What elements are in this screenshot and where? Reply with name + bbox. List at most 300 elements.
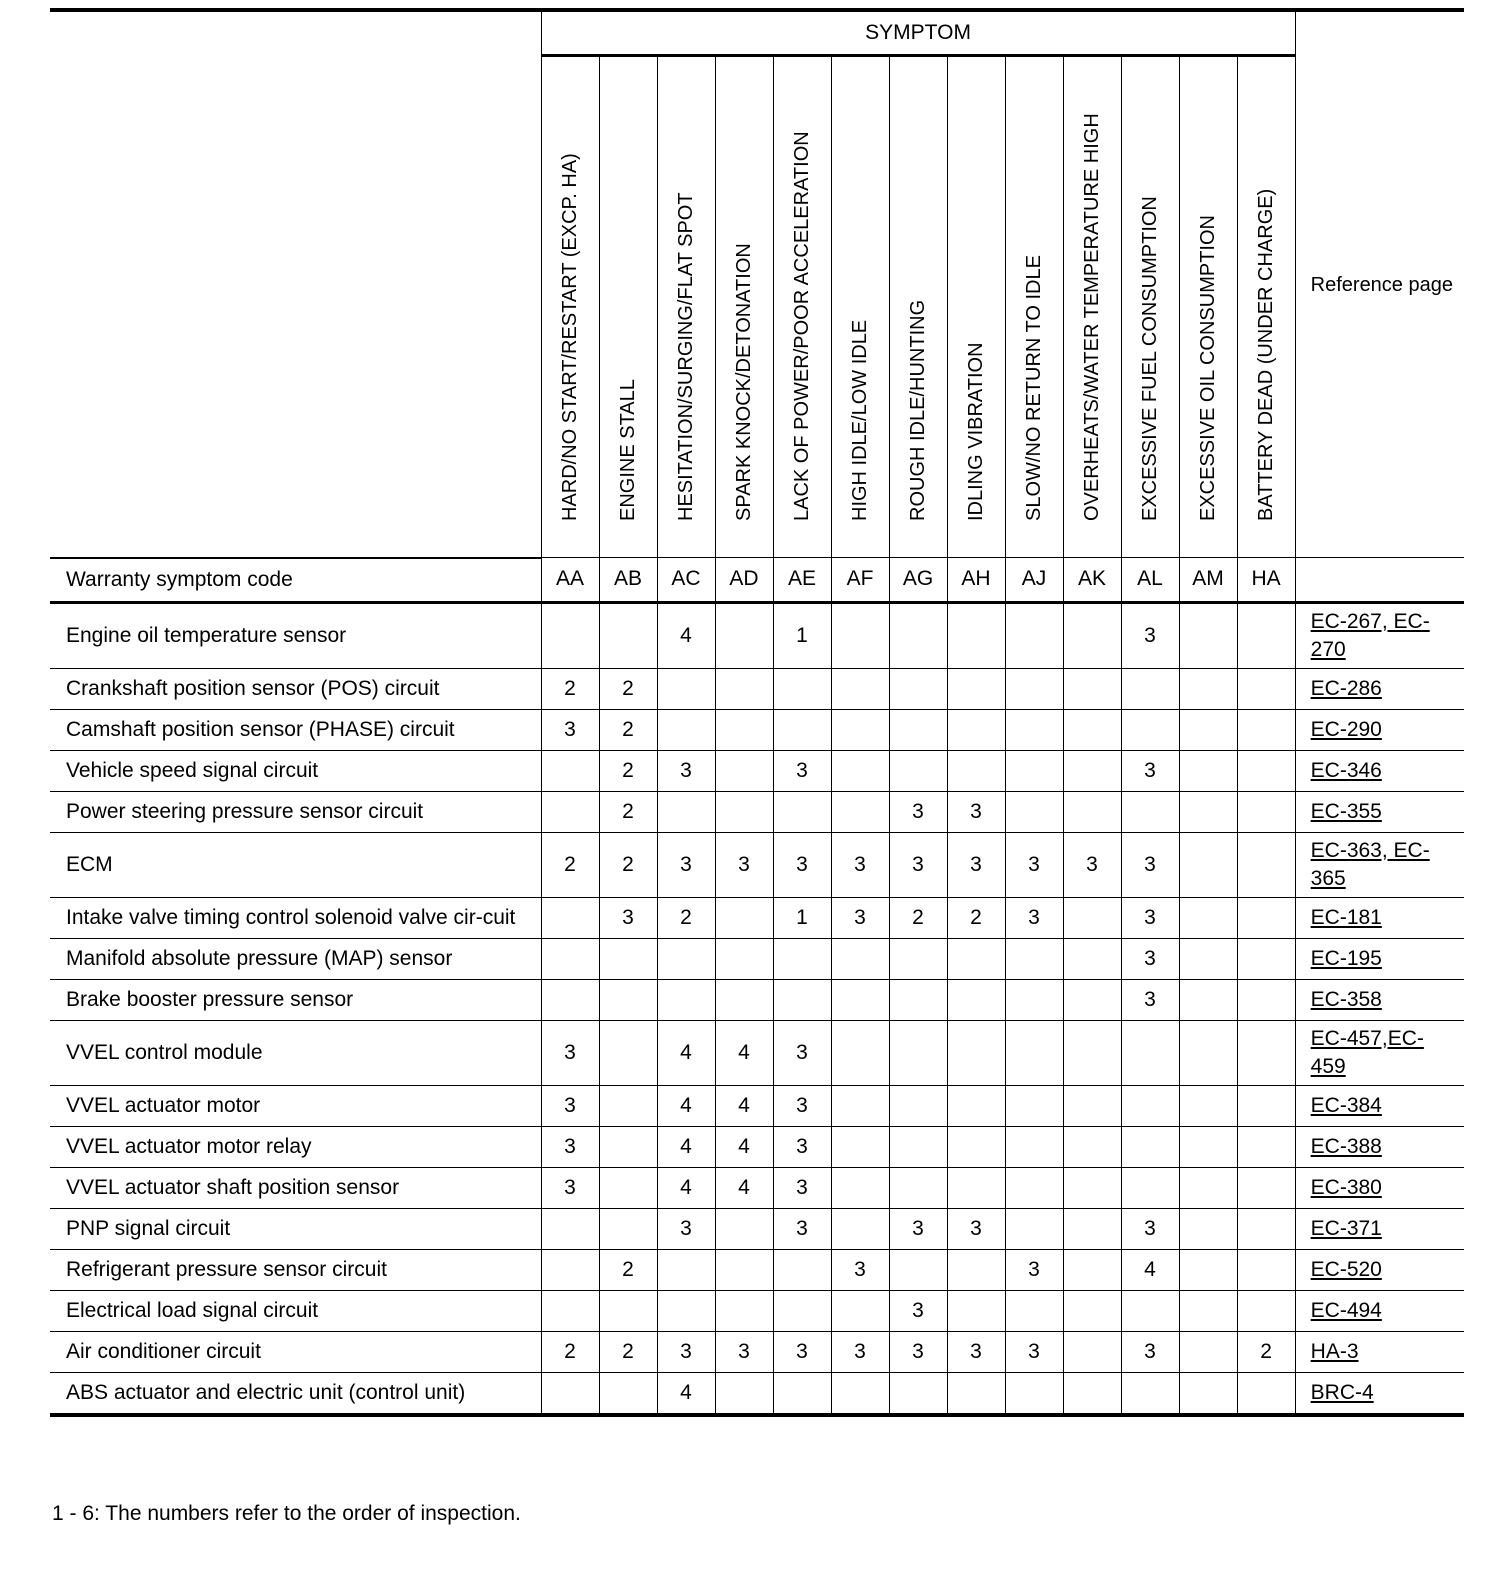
inspection-order-cell: [1005, 1085, 1063, 1126]
inspection-order-cell: [1237, 1208, 1295, 1249]
warranty-code: AH: [947, 558, 1005, 603]
table-body: [50, 602, 1464, 1415]
inspection-order-cell: 3: [773, 1126, 831, 1167]
inspection-order-cell: 4: [657, 1020, 715, 1085]
symptom-label: LACK OF POWER/POOR ACCELERATION: [791, 131, 813, 521]
inspection-order-cell: [599, 1290, 657, 1331]
warranty-code: AB: [599, 558, 657, 603]
inspection-order-cell: [715, 791, 773, 832]
reference-page-link[interactable]: HA-3: [1310, 1339, 1359, 1363]
inspection-order-cell: [1063, 1331, 1121, 1372]
inspection-order-cell: [831, 1085, 889, 1126]
inspection-order-cell: 2: [599, 709, 657, 750]
table-row: [50, 750, 1464, 791]
table-row: [50, 1167, 1464, 1208]
inspection-order-cell: [1237, 668, 1295, 709]
inspection-order-cell: 2: [889, 897, 947, 938]
component-name: Air conditioner circuit: [50, 1331, 541, 1372]
inspection-order-cell: 3: [773, 1085, 831, 1126]
inspection-order-cell: [715, 668, 773, 709]
inspection-order-cell: [773, 791, 831, 832]
inspection-order-cell: 4: [657, 1085, 715, 1126]
inspection-order-cell: [599, 1208, 657, 1249]
inspection-order-cell: [773, 938, 831, 979]
inspection-order-cell: 3: [773, 750, 831, 791]
inspection-order-cell: [1063, 791, 1121, 832]
inspection-order-cell: 3: [947, 791, 1005, 832]
inspection-order-cell: [889, 1020, 947, 1085]
inspection-order-cell: [831, 1020, 889, 1085]
inspection-order-cell: 2: [599, 1249, 657, 1290]
reference-page-link[interactable]: EC-494: [1310, 1298, 1382, 1322]
inspection-order-cell: [1063, 1249, 1121, 1290]
reference-cell: [1295, 750, 1464, 791]
reference-cell: [1295, 1249, 1464, 1290]
reference-cell: [1295, 1331, 1464, 1372]
reference-page-link[interactable]: EC-346: [1310, 758, 1382, 782]
inspection-order-cell: [715, 1290, 773, 1331]
inspection-order-cell: 3: [773, 1167, 831, 1208]
inspection-order-cell: [1237, 1020, 1295, 1085]
inspection-order-cell: 2: [1237, 1331, 1295, 1372]
inspection-order-cell: [715, 1249, 773, 1290]
component-name: VVEL control module: [50, 1020, 541, 1085]
inspection-order-cell: [1179, 1208, 1237, 1249]
inspection-order-cell: [1121, 1372, 1179, 1415]
table-row: [50, 832, 1464, 897]
inspection-order-cell: [1237, 897, 1295, 938]
inspection-order-cell: [657, 1290, 715, 1331]
inspection-order-cell: [599, 602, 657, 668]
table-row: [50, 1249, 1464, 1290]
inspection-order-cell: [889, 709, 947, 750]
inspection-order-cell: [1005, 1372, 1063, 1415]
inspection-order-cell: [657, 979, 715, 1020]
inspection-order-cell: [541, 791, 599, 832]
inspection-order-cell: 3: [1005, 1249, 1063, 1290]
inspection-order-cell: 3: [541, 1126, 599, 1167]
inspection-order-cell: [1179, 1290, 1237, 1331]
reference-page-link[interactable]: EC-195: [1310, 946, 1382, 970]
inspection-order-cell: 2: [599, 791, 657, 832]
table-row: [50, 1020, 1464, 1085]
reference-cell: [1295, 602, 1464, 668]
inspection-order-cell: 3: [715, 832, 773, 897]
inspection-order-cell: [773, 1290, 831, 1331]
inspection-order-cell: [773, 1249, 831, 1290]
symptom-column-header: [657, 56, 715, 558]
warranty-code: AC: [657, 558, 715, 603]
reference-page-link[interactable]: EC-520: [1310, 1257, 1382, 1281]
symptom-label: ENGINE STALL: [617, 379, 639, 521]
inspection-order-cell: 3: [889, 791, 947, 832]
symptom-label: SPARK KNOCK/DETONATION: [733, 243, 755, 521]
inspection-order-cell: 4: [715, 1085, 773, 1126]
inspection-order-cell: [715, 709, 773, 750]
inspection-order-cell: 3: [889, 1331, 947, 1372]
inspection-order-cell: [947, 750, 1005, 791]
inspection-order-cell: [889, 750, 947, 791]
symptom-column-header: [831, 56, 889, 558]
inspection-order-cell: [947, 1085, 1005, 1126]
inspection-order-cell: [1005, 1208, 1063, 1249]
inspection-order-cell: [1005, 1126, 1063, 1167]
symptom-label: BATTERY DEAD (UNDER CHARGE): [1255, 188, 1278, 521]
header-blank-cell: [50, 10, 541, 558]
warranty-code: AF: [831, 558, 889, 603]
inspection-order-cell: 3: [541, 1085, 599, 1126]
inspection-order-cell: [541, 750, 599, 791]
inspection-order-cell: [657, 1249, 715, 1290]
inspection-order-cell: [1179, 1331, 1237, 1372]
inspection-order-cell: [1063, 1020, 1121, 1085]
reference-page-link[interactable]: EC-388: [1310, 1134, 1382, 1158]
symptom-label: IDLING VIBRATION: [965, 342, 987, 521]
inspection-order-cell: [1005, 1020, 1063, 1085]
table-row: [50, 897, 1464, 938]
inspection-order-cell: [889, 668, 947, 709]
symptom-label: HESITATION/SURGING/FLAT SPOT: [675, 192, 697, 521]
table-row: [50, 1208, 1464, 1249]
reference-page-link[interactable]: EC-457,EC-459: [1310, 1026, 1424, 1078]
warranty-code: AA: [541, 558, 599, 603]
inspection-order-cell: [1063, 938, 1121, 979]
symptom-matrix-table: [50, 8, 1464, 1417]
inspection-order-cell: [1063, 1208, 1121, 1249]
inspection-order-cell: [1063, 1085, 1121, 1126]
inspection-order-cell: [773, 979, 831, 1020]
inspection-order-cell: [1005, 938, 1063, 979]
inspection-order-cell: [1063, 602, 1121, 668]
inspection-order-cell: 2: [947, 897, 1005, 938]
inspection-order-cell: [1179, 602, 1237, 668]
component-name: Vehicle speed signal circuit: [50, 750, 541, 791]
reference-cell: [1295, 832, 1464, 897]
inspection-order-cell: [831, 1290, 889, 1331]
inspection-order-cell: [889, 1249, 947, 1290]
inspection-order-cell: [889, 1085, 947, 1126]
inspection-order-cell: [1121, 1290, 1179, 1331]
inspection-order-cell: [599, 1085, 657, 1126]
inspection-order-cell: [1179, 1249, 1237, 1290]
symptom-label: HIGH IDLE/LOW IDLE: [849, 319, 871, 521]
inspection-order-cell: 3: [541, 709, 599, 750]
reference-page-link[interactable]: EC-286: [1310, 676, 1382, 700]
inspection-order-cell: [1121, 1020, 1179, 1085]
reference-cell: [1295, 979, 1464, 1020]
inspection-order-cell: [831, 791, 889, 832]
symptom-label: SLOW/NO RETURN TO IDLE: [1023, 255, 1045, 521]
inspection-order-cell: 3: [831, 897, 889, 938]
symptom-column-header: [599, 56, 657, 558]
inspection-order-cell: [831, 709, 889, 750]
inspection-order-cell: [831, 1372, 889, 1415]
component-name: Engine oil temperature sensor: [50, 602, 541, 668]
inspection-order-cell: 3: [715, 1331, 773, 1372]
inspection-order-cell: [947, 1020, 1005, 1085]
inspection-order-cell: [947, 602, 1005, 668]
reference-page-link[interactable]: EC-181: [1310, 905, 1382, 929]
inspection-order-cell: 3: [1121, 897, 1179, 938]
warranty-code-label: Warranty symptom code: [50, 558, 541, 603]
symptom-label: EXCESSIVE FUEL CONSUMPTION: [1139, 196, 1161, 521]
inspection-order-cell: 3: [773, 832, 831, 897]
inspection-order-cell: [773, 709, 831, 750]
symptom-column-header: [1237, 56, 1295, 558]
inspection-order-cell: 1: [773, 602, 831, 668]
inspection-order-cell: 3: [947, 832, 1005, 897]
component-name: Camshaft position sensor (PHASE) circuit: [50, 709, 541, 750]
inspection-order-cell: [1179, 668, 1237, 709]
inspection-order-cell: [1121, 1126, 1179, 1167]
inspection-order-cell: [1179, 709, 1237, 750]
symptom-column-header: [947, 56, 1005, 558]
inspection-order-cell: 3: [831, 832, 889, 897]
inspection-order-cell: [947, 1126, 1005, 1167]
inspection-order-cell: 3: [599, 897, 657, 938]
inspection-order-cell: [541, 1372, 599, 1415]
inspection-order-cell: [599, 1167, 657, 1208]
footnote: 1 - 6: The numbers refer to the order of inspection.: [52, 1502, 521, 1525]
symptom-label: ROUGH IDLE/HUNTING: [907, 299, 929, 521]
symptom-column-header: [715, 56, 773, 558]
inspection-order-cell: [889, 979, 947, 1020]
inspection-order-cell: [1005, 602, 1063, 668]
inspection-order-cell: 3: [1121, 750, 1179, 791]
component-name: Refrigerant pressure sensor circuit: [50, 1249, 541, 1290]
inspection-order-cell: 3: [657, 750, 715, 791]
inspection-order-cell: [1237, 709, 1295, 750]
warranty-code: AG: [889, 558, 947, 603]
inspection-order-cell: [1005, 791, 1063, 832]
inspection-order-cell: 3: [889, 1208, 947, 1249]
inspection-order-cell: 3: [1121, 832, 1179, 897]
reference-page-link[interactable]: EC-384: [1310, 1093, 1382, 1117]
inspection-order-cell: 4: [657, 602, 715, 668]
inspection-order-cell: [1005, 1290, 1063, 1331]
inspection-order-cell: [1237, 1372, 1295, 1415]
inspection-order-cell: 3: [1005, 832, 1063, 897]
inspection-order-cell: [715, 750, 773, 791]
inspection-order-cell: [715, 1372, 773, 1415]
inspection-order-cell: [541, 602, 599, 668]
component-name: ABS actuator and electric unit (control unit): [50, 1372, 541, 1415]
table-row: [50, 979, 1464, 1020]
inspection-order-cell: [657, 668, 715, 709]
inspection-order-cell: [1063, 897, 1121, 938]
inspection-order-cell: [599, 1126, 657, 1167]
component-name: VVEL actuator motor relay: [50, 1126, 541, 1167]
inspection-order-cell: [947, 1167, 1005, 1208]
inspection-order-cell: [947, 709, 1005, 750]
inspection-order-cell: [541, 897, 599, 938]
inspection-order-cell: [1179, 1126, 1237, 1167]
inspection-order-cell: 2: [599, 832, 657, 897]
inspection-order-cell: [1063, 1372, 1121, 1415]
inspection-order-cell: [1121, 709, 1179, 750]
table-row: [50, 1290, 1464, 1331]
inspection-order-cell: 3: [773, 1331, 831, 1372]
inspection-order-cell: [715, 602, 773, 668]
inspection-order-cell: 3: [657, 1208, 715, 1249]
inspection-order-cell: [1237, 1126, 1295, 1167]
warranty-code: AD: [715, 558, 773, 603]
reference-page-link[interactable]: BRC-4: [1310, 1380, 1374, 1404]
inspection-order-cell: [1237, 750, 1295, 791]
reference-page-link[interactable]: EC-290: [1310, 717, 1382, 741]
component-name: VVEL actuator motor: [50, 1085, 541, 1126]
inspection-order-cell: [1237, 602, 1295, 668]
inspection-order-cell: [715, 938, 773, 979]
inspection-order-cell: [541, 1208, 599, 1249]
table-row: [50, 709, 1464, 750]
reference-cell: [1295, 897, 1464, 938]
inspection-order-cell: [773, 1372, 831, 1415]
inspection-order-cell: 2: [599, 1331, 657, 1372]
symptom-column-header: [889, 56, 947, 558]
symptom-label: OVERHEATS/WATER TEMPERATURE HIGH: [1081, 113, 1103, 521]
inspection-order-cell: [1121, 668, 1179, 709]
inspection-order-cell: 2: [541, 832, 599, 897]
diagnosis-table-container: [50, 8, 1464, 1417]
component-name: Electrical load signal circuit: [50, 1290, 541, 1331]
inspection-order-cell: [831, 750, 889, 791]
reference-page-link[interactable]: EC-380: [1310, 1175, 1382, 1199]
inspection-order-cell: [657, 938, 715, 979]
inspection-order-cell: 3: [541, 1020, 599, 1085]
inspection-order-cell: [1179, 750, 1237, 791]
inspection-order-cell: [1237, 1290, 1295, 1331]
inspection-order-cell: [1179, 1372, 1237, 1415]
inspection-order-cell: 2: [599, 750, 657, 791]
inspection-order-cell: 3: [1005, 1331, 1063, 1372]
inspection-order-cell: [1005, 750, 1063, 791]
inspection-order-cell: 2: [541, 668, 599, 709]
symptom-column-header: [1005, 56, 1063, 558]
inspection-order-cell: 3: [1121, 1208, 1179, 1249]
inspection-order-cell: 3: [947, 1208, 1005, 1249]
inspection-order-cell: [1179, 897, 1237, 938]
inspection-order-cell: [1121, 1167, 1179, 1208]
component-name: Brake booster pressure sensor: [50, 979, 541, 1020]
inspection-order-cell: [1237, 979, 1295, 1020]
inspection-order-cell: [1121, 1085, 1179, 1126]
inspection-order-cell: [715, 897, 773, 938]
inspection-order-cell: 3: [889, 1290, 947, 1331]
inspection-order-cell: [1063, 750, 1121, 791]
inspection-order-cell: [599, 1372, 657, 1415]
inspection-order-cell: [831, 668, 889, 709]
inspection-order-cell: 3: [1121, 938, 1179, 979]
table-row: [50, 1085, 1464, 1126]
inspection-order-cell: [947, 1372, 1005, 1415]
reference-cell: [1295, 1372, 1464, 1415]
inspection-order-cell: [831, 979, 889, 1020]
inspection-order-cell: [947, 668, 1005, 709]
inspection-order-cell: [831, 602, 889, 668]
reference-page-header: Reference page: [1295, 10, 1464, 558]
inspection-order-cell: [1179, 938, 1237, 979]
table-row: [50, 1331, 1464, 1372]
table-row: [50, 1126, 1464, 1167]
inspection-order-cell: 3: [657, 832, 715, 897]
symptom-column-header: [773, 56, 831, 558]
inspection-order-cell: [1063, 979, 1121, 1020]
inspection-order-cell: 3: [1063, 832, 1121, 897]
reference-cell: [1295, 938, 1464, 979]
reference-cell: [1295, 1126, 1464, 1167]
inspection-order-cell: [715, 1208, 773, 1249]
inspection-order-cell: 4: [1121, 1249, 1179, 1290]
component-name: VVEL actuator shaft position sensor: [50, 1167, 541, 1208]
component-name: Crankshaft position sensor (POS) circuit: [50, 668, 541, 709]
inspection-order-cell: [947, 1290, 1005, 1331]
inspection-order-cell: 4: [715, 1167, 773, 1208]
inspection-order-cell: 3: [1121, 979, 1179, 1020]
symptom-title: SYMPTOM: [541, 10, 1295, 56]
inspection-order-cell: [1121, 791, 1179, 832]
inspection-order-cell: 3: [889, 832, 947, 897]
table-row: [50, 1372, 1464, 1415]
inspection-order-cell: [1179, 1020, 1237, 1085]
inspection-order-cell: [947, 1249, 1005, 1290]
inspection-order-cell: 2: [599, 668, 657, 709]
symptom-label: HARD/NO START/RESTART (EXCP. HA): [559, 153, 581, 521]
inspection-order-cell: [541, 979, 599, 1020]
inspection-order-cell: 3: [831, 1331, 889, 1372]
inspection-order-cell: [541, 1249, 599, 1290]
table-row: [50, 668, 1464, 709]
inspection-order-cell: [889, 938, 947, 979]
inspection-order-cell: 3: [947, 1331, 1005, 1372]
inspection-order-cell: [1179, 1167, 1237, 1208]
reference-page-link[interactable]: EC-358: [1310, 987, 1382, 1011]
inspection-order-cell: [773, 668, 831, 709]
inspection-order-cell: 4: [715, 1020, 773, 1085]
component-name: Power steering pressure sensor circuit: [50, 791, 541, 832]
inspection-order-cell: 3: [1121, 602, 1179, 668]
reference-cell: [1295, 668, 1464, 709]
reference-page-link[interactable]: EC-363, EC-365: [1310, 838, 1430, 890]
inspection-order-cell: 3: [831, 1249, 889, 1290]
warranty-code-row: [50, 558, 1464, 603]
inspection-order-cell: [541, 1290, 599, 1331]
inspection-order-cell: [1179, 832, 1237, 897]
reference-page-link[interactable]: EC-371: [1310, 1216, 1382, 1240]
inspection-order-cell: [1005, 979, 1063, 1020]
table-row: [50, 938, 1464, 979]
inspection-order-cell: [715, 979, 773, 1020]
inspection-order-cell: 3: [773, 1208, 831, 1249]
component-name: PNP signal circuit: [50, 1208, 541, 1249]
inspection-order-cell: [1063, 709, 1121, 750]
warranty-code: AJ: [1005, 558, 1063, 603]
component-name: Manifold absolute pressure (MAP) sensor: [50, 938, 541, 979]
warranty-code: AE: [773, 558, 831, 603]
inspection-order-cell: [1237, 1249, 1295, 1290]
inspection-order-cell: [889, 1372, 947, 1415]
inspection-order-cell: [1005, 1167, 1063, 1208]
reference-page-link[interactable]: EC-355: [1310, 799, 1382, 823]
inspection-order-cell: [599, 1020, 657, 1085]
inspection-order-cell: [599, 938, 657, 979]
inspection-order-cell: [1179, 791, 1237, 832]
inspection-order-cell: [1063, 1126, 1121, 1167]
inspection-order-cell: [1005, 709, 1063, 750]
table-row: [50, 602, 1464, 668]
reference-page-link[interactable]: EC-267, EC-270: [1310, 609, 1430, 661]
inspection-order-cell: 2: [541, 1331, 599, 1372]
